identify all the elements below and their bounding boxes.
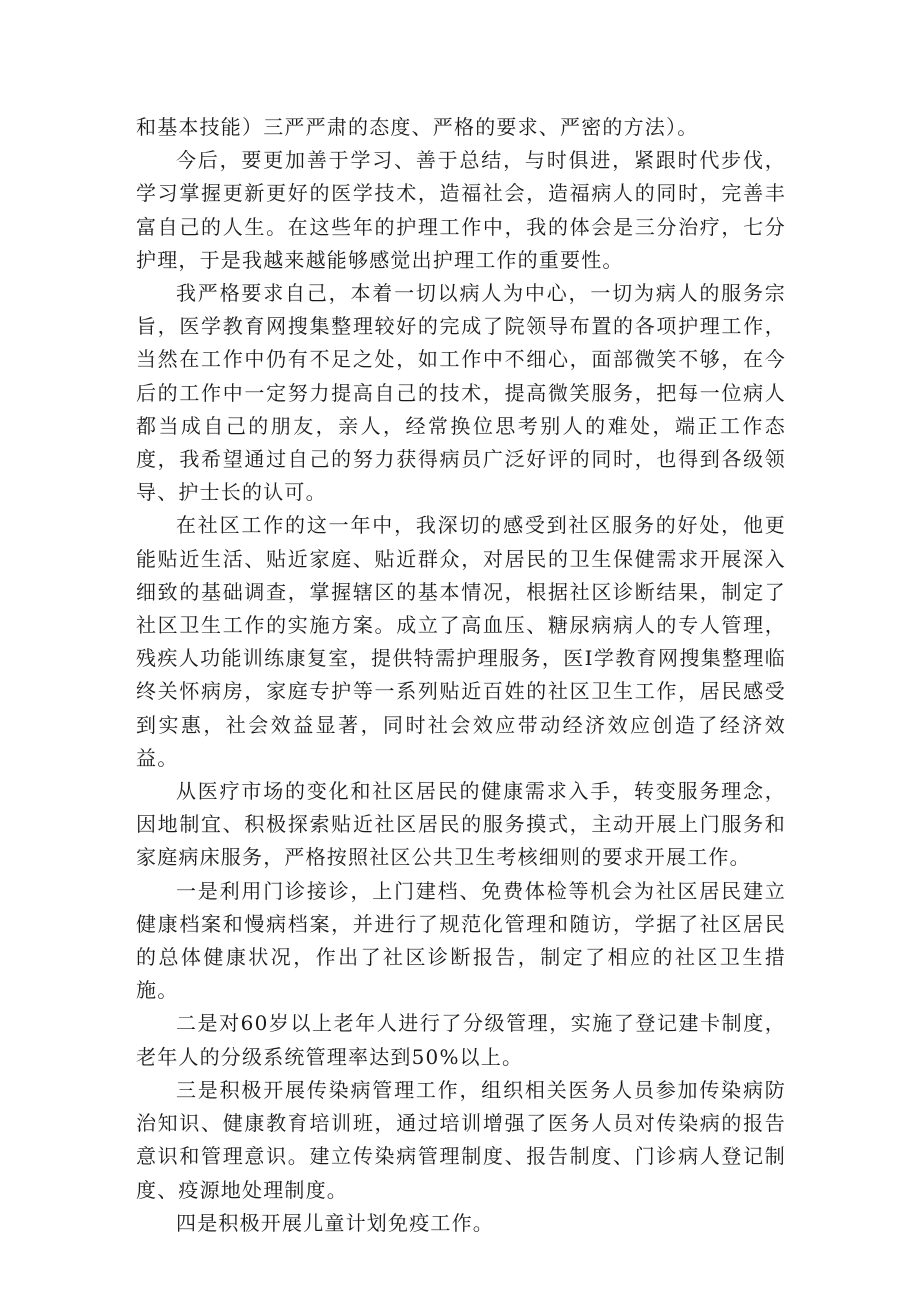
document-body bbox=[136, 111, 786, 1240]
paragraph-2: 今后，要更加善于学习、善于总结，与时俱进，紧跟时代步伐，学习掌握更新更好的医学技术，造福社会，造福病人的同时，完善丰富自己的人生。在这些年的护理工作中，我的体会是三分治疗，七分护理，于是我越来越能够感觉出护理工作的重要性。 bbox=[136, 148, 786, 272]
paragraph-5: 从医疗市场的变化和社区居民的健康需求入手，转变服务理念，因地制宜、积极探索贴近社区居民的服务摸式，主动开展上门服务和家庭病床服务，严格按照社区公共卫生考核细则的要求开展工作。 bbox=[136, 779, 786, 870]
paragraph-8: 三是积极开展传染病管理工作，组织相关医务人员参加传染病防治知识、健康教育培训班，通过培训增强了医务人员对传染病的报告意识和管理意识。建立传染病管理制度、报告制度、门诊病人登记制度、疫源地处理制度。 bbox=[136, 1077, 786, 1202]
paragraph-9: 四是积极开展儿童计划免疫工作。 bbox=[176, 1210, 494, 1235]
paragraph-1: 和基本技能）三严严肃的态度、严格的要求、严密的方法）。 bbox=[136, 115, 699, 139]
paragraph-3: 我严格要求自己，本着一切以病人为中心，一切为病人的服务宗旨，医学教育网搜集整理较好的完成了院领导布置的各项护理工作，当然在工作中仍有不足之处，如工作中不细心，面部微笑不够，在今后的工作中一定努力提高自己的技术，提高微笑服务，把每一位病人都当成自己的朋友，亲人，经常换位思考别人的难处，端正工作态度，我希望通过自己的努力获得病员广泛好评的同时，也得到各级领导、护士长的认可。 bbox=[136, 281, 786, 505]
paragraph-6: 一是利用门诊接诊，上门建档、免费体检等机会为社区居民建立健康档案和慢病档案，并进行了规范化管理和随访，学据了社区居民的总体健康状况，作出了社区诊断报告，制定了相应的社区卫生措施。 bbox=[136, 878, 786, 1003]
paragraph-4: 在社区工作的这一年中，我深切的感受到社区服务的好处，他更能贴近生活、贴近家庭、贴近群众，对居民的卫生保健需求开展深入细致的基础调查，掌握辖区的基本情况，根据社区诊断结果，制定了社区卫生工作的实施方案。成立了高血压、糖尿病病人的专人管理，残疾人功能训练康复室，提供特需护理服务，医I学教育网搜集整理临终关怀病房，家庭专护等一系列贴近百姓的社区卫生工作，居民感受到实惠，社会效益显著，同时社会效应带动经济效应创造了经济效益。 bbox=[136, 513, 786, 770]
paragraph-7: 二是对60岁以上老年人进行了分级管理，实施了登记建卡制度，老年人的分级系统管理率达到50%以上。 bbox=[136, 1011, 786, 1069]
